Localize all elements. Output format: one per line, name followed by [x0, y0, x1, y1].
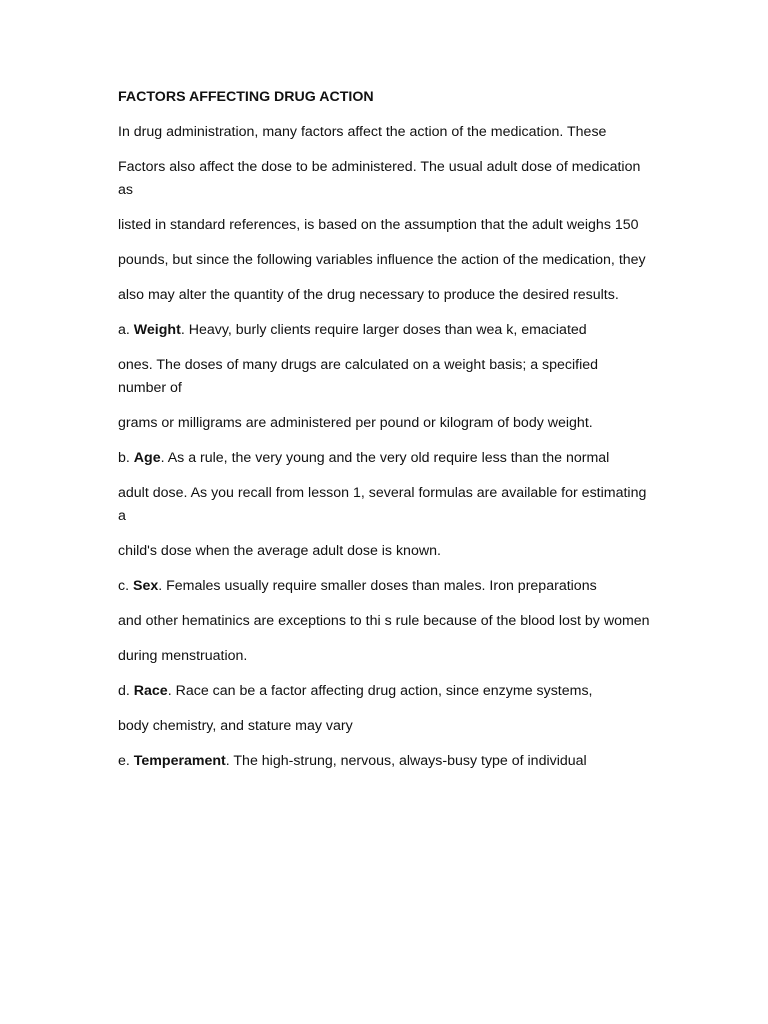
age-prefix: b.: [118, 450, 134, 466]
weight-line-2: grams or milligrams are administered per pound or kilogram of body weight.: [118, 415, 593, 431]
sex-text: . Females usually require smaller doses than males. Iron preparations: [158, 578, 597, 594]
sex-prefix: c.: [118, 578, 133, 594]
race-line-1: body chemistry, and stature may vary: [118, 718, 353, 734]
weight-text: . Heavy, burly clients require larger doses than wea k, emaciated: [180, 322, 587, 338]
document-title: FACTORS AFFECTING DRUG ACTION: [118, 89, 374, 105]
age-line-1: adult dose. As you recall from lesson 1, several formulas are available for estimating a: [118, 485, 647, 524]
age-text: . As a rule, the very young and the very old require less than the normal: [160, 450, 610, 466]
intro-line-2: Factors also affect the dose to be administered. The usual adult dose of medication as: [118, 159, 641, 198]
sex-line-2: during menstruation.: [118, 648, 248, 664]
race-term: Race: [133, 683, 168, 699]
sex-term: Sex: [132, 578, 159, 594]
weight-line-1: ones. The doses of many drugs are calculated on a weight basis; a specified number of: [118, 357, 599, 396]
temperament-prefix: e.: [118, 753, 134, 769]
age-line-2: child's dose when the average adult dose is known.: [118, 543, 441, 559]
intro-line-1: In drug administration, many factors affect the action of the medication. These: [118, 124, 607, 140]
age-term: Age: [133, 450, 161, 466]
race-heading-line: [118, 680, 650, 703]
weight-prefix: a.: [118, 322, 134, 338]
sex-line-1: and other hematinics are exceptions to thi s rule because of the blood lost by women: [118, 613, 650, 629]
intro-line-3: listed in standard references, is based on the assumption that the adult weighs 150: [118, 217, 639, 233]
temperament-heading-line: [118, 750, 650, 773]
age-heading-line: [118, 447, 650, 470]
weight-heading-line: [118, 319, 650, 342]
race-prefix: d.: [118, 683, 134, 699]
sex-heading-line: [118, 575, 650, 598]
intro-line-4: pounds, but since the following variables influence the action of the medication, they: [118, 252, 646, 268]
weight-term: Weight: [133, 322, 181, 338]
document-body: [118, 86, 650, 785]
race-text: . Race can be a factor affecting drug action, since enzyme systems,: [167, 683, 593, 699]
intro-line-5: also may alter the quantity of the drug necessary to produce the desired results.: [118, 287, 619, 303]
temperament-text: . The high-strung, nervous, always-busy type of individual: [225, 753, 587, 769]
temperament-term: Temperament: [133, 753, 226, 769]
